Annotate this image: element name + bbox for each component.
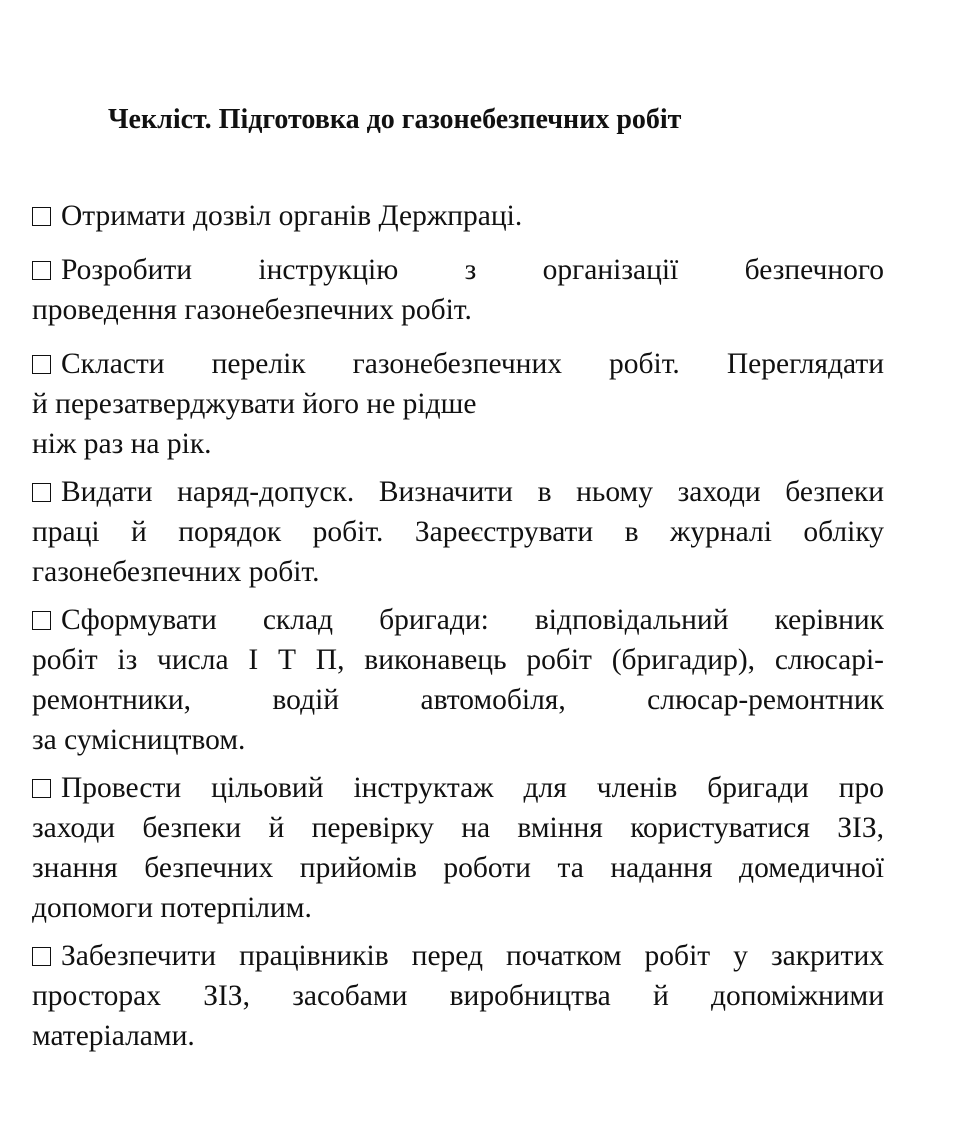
- item-text-line: проведення газонебезпечних робіт.: [32, 294, 472, 326]
- item-text-line: допомоги потерпілим.: [32, 892, 312, 924]
- item-text-line: Скласти перелік газонебезпечних робіт. Переглядати: [61, 348, 884, 380]
- item-text-line: Розробити інструкцію з організації безпечного: [61, 254, 884, 286]
- checklist-item-1: [32, 196, 884, 236]
- checkbox-icon[interactable]: [32, 207, 51, 226]
- checkbox-icon[interactable]: [32, 261, 51, 280]
- item-text-line: Видати наряд-допуск. Визначити в ньому заходи безпеки: [61, 476, 884, 508]
- checklist-item-3: [32, 344, 884, 464]
- checklist-item-7: [32, 936, 884, 1056]
- checklist-item-5: [32, 600, 884, 760]
- item-text-line: й перезатверджувати його не рідше: [32, 388, 477, 420]
- item-text-line: просторах ЗІЗ, засобами виробництва й допоміжними: [32, 980, 884, 1012]
- item-text-line: знання безпечних прийомів роботи та надання домедичної: [32, 852, 884, 884]
- item-text-line: Сформувати склад бригади: відповідальний керівник: [61, 604, 884, 636]
- checkbox-icon[interactable]: [32, 779, 51, 798]
- item-text-line: Забезпечити працівників перед початком робіт у закритих: [61, 940, 884, 972]
- item-text-line: ніж раз на рік.: [32, 428, 212, 460]
- checkbox-icon[interactable]: [32, 483, 51, 502]
- item-text-line: Отримати дозвіл органів Держпраці.: [61, 200, 523, 232]
- item-text-line: матеріалами.: [32, 1020, 195, 1052]
- checkbox-icon[interactable]: [32, 947, 51, 966]
- page-title: Чекліст. Підготовка до газонебезпечних робіт: [108, 104, 682, 135]
- checkbox-icon[interactable]: [32, 611, 51, 630]
- checklist-item-4: [32, 472, 884, 592]
- checklist: [32, 196, 884, 1056]
- item-text-line: за сумісництвом.: [32, 724, 246, 756]
- checkbox-icon[interactable]: [32, 355, 51, 374]
- item-text-line: ремонтники, водій автомобіля, слюсар-ремонтник: [32, 684, 884, 716]
- item-text-line: Провести цільовий інструктаж для членів бригади про: [61, 772, 884, 804]
- checklist-item-6: [32, 768, 884, 928]
- item-text-line: робіт із числа І Т П, виконавець робіт (бригадир), слюсарі-: [32, 644, 884, 676]
- checklist-item-2: [32, 250, 884, 330]
- item-text-line: праці й порядок робіт. Зареєструвати в журналі обліку: [32, 516, 884, 548]
- item-text-line: заходи безпеки й перевірку на вміння користуватися ЗІЗ,: [32, 812, 884, 844]
- item-text-line: газонебезпечних робіт.: [32, 556, 320, 588]
